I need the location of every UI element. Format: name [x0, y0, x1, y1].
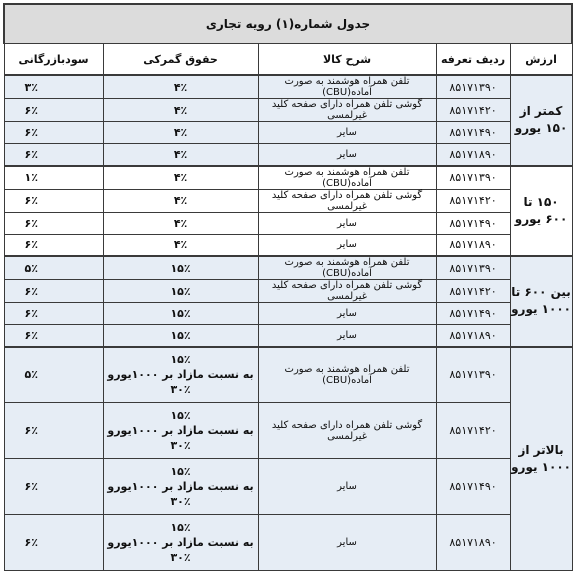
tariff-code: ۸۵۱۷۱۸۹۰ — [436, 325, 510, 347]
customs-duty: ۴٪ — [103, 75, 258, 99]
duty-base: ۱۵٪ — [170, 409, 191, 422]
item-description: سایر — [258, 515, 436, 571]
commercial-profit: ۶٪ — [4, 403, 103, 459]
commercial-profit: ۶٪ — [4, 303, 103, 325]
tariff-table-wrapper — [3, 3, 571, 571]
table-row — [4, 256, 572, 280]
table-row — [4, 459, 572, 515]
duty-excess: ۳۰٪ — [170, 383, 191, 397]
duty-condition: به نسبت مازاد بر ۱۰۰۰یورو — [107, 424, 254, 437]
value-range-cell: بین ۶۰۰ تا ۱۰۰۰ یورو — [510, 256, 572, 347]
commercial-profit: ۶٪ — [4, 144, 103, 166]
table-row — [4, 75, 572, 99]
table-row — [4, 212, 572, 234]
commercial-profit: ۶٪ — [4, 212, 103, 234]
commercial-profit: ۶٪ — [4, 234, 103, 256]
table-title: جدول شماره(۱) رویه تجاری — [4, 4, 572, 44]
commercial-profit: ۱٪ — [4, 166, 103, 190]
commercial-profit: ۶٪ — [4, 122, 103, 144]
item-description: سایر — [258, 234, 436, 256]
header-tariff: ردیف تعرفه — [436, 44, 510, 76]
value-range-cell: ۱۵۰ تا ۶۰۰ یورو — [510, 166, 572, 257]
item-description: تلفن همراه هوشمند به صورت آماده(CBU) — [258, 347, 436, 403]
customs-duty: ۴٪ — [103, 166, 258, 190]
table-row — [4, 347, 572, 403]
duty-condition: به نسبت مازاد بر ۱۰۰۰یورو — [107, 480, 254, 493]
customs-duty: ۴٪ — [103, 189, 258, 212]
customs-duty: ۱۵٪ — [103, 256, 258, 280]
duty-condition: به نسبت مازاد بر ۱۰۰۰یورو — [107, 536, 254, 549]
tariff-code: ۸۵۱۷۱۴۹۰ — [436, 212, 510, 234]
table-row — [4, 234, 572, 256]
customs-duty — [103, 459, 258, 515]
duty-base: ۱۵٪ — [170, 353, 191, 367]
customs-duty — [103, 347, 258, 403]
duty-base: ۱۵٪ — [170, 521, 191, 534]
tariff-code: ۸۵۱۷۱۴۲۰ — [436, 99, 510, 122]
value-range-cell: بالاتر از ۱۰۰۰ یورو — [510, 347, 572, 571]
customs-duty: ۴٪ — [103, 144, 258, 166]
tariff-code: ۸۵۱۷۱۸۹۰ — [436, 144, 510, 166]
item-description: گوشی تلفن همراه دارای صفحه کلید غیرلمسی — [258, 189, 436, 212]
customs-duty: ۴٪ — [103, 234, 258, 256]
commercial-profit: ۶٪ — [4, 189, 103, 212]
commercial-profit: ۶٪ — [4, 280, 103, 303]
tariff-code: ۸۵۱۷۱۸۹۰ — [436, 515, 510, 571]
item-description: تلفن همراه هوشمند به صورت آماده(CBU) — [258, 256, 436, 280]
header-customs-duty: حقوق گمرکی — [103, 44, 258, 76]
item-description: سایر — [258, 459, 436, 515]
item-description: گوشی تلفن همراه دارای صفحه کلید غیرلمسی — [258, 280, 436, 303]
table-row — [4, 515, 572, 571]
commercial-profit: ۶٪ — [4, 99, 103, 122]
item-description: سایر — [258, 212, 436, 234]
customs-duty: ۱۵٪ — [103, 280, 258, 303]
commercial-profit: ۵٪ — [4, 256, 103, 280]
header-value: ارزش — [510, 44, 572, 76]
customs-duty: ۴٪ — [103, 122, 258, 144]
table-row — [4, 99, 572, 122]
commercial-profit: ۶٪ — [4, 459, 103, 515]
table-row — [4, 280, 572, 303]
item-description: تلفن همراه هوشمند به صورت آماده(CBU) — [258, 75, 436, 99]
table-row — [4, 166, 572, 190]
tariff-code: ۸۵۱۷۱۴۲۰ — [436, 189, 510, 212]
tariff-table — [3, 3, 573, 571]
item-description: گوشی تلفن همراه دارای صفحه کلید غیرلمسی — [258, 403, 436, 459]
duty-excess: ۳۰٪ — [170, 439, 191, 452]
tariff-code: ۸۵۱۷۱۳۹۰ — [436, 166, 510, 190]
item-description: گوشی تلفن همراه دارای صفحه کلید غیرلمسی — [258, 99, 436, 122]
table-row — [4, 189, 572, 212]
tariff-code: ۸۵۱۷۱۸۹۰ — [436, 234, 510, 256]
commercial-profit: ۶٪ — [4, 515, 103, 571]
header-commercial-profit: سودبازرگانی — [4, 44, 103, 76]
value-range-cell: کمتر از ۱۵۰ یورو — [510, 75, 572, 166]
duty-condition: به نسبت مازاد بر ۱۰۰۰یورو — [107, 368, 254, 382]
table-row — [4, 325, 572, 347]
commercial-profit: ۶٪ — [4, 325, 103, 347]
tariff-code: ۸۵۱۷۱۴۹۰ — [436, 122, 510, 144]
commercial-profit: ۵٪ — [4, 347, 103, 403]
table-row — [4, 303, 572, 325]
tariff-code: ۸۵۱۷۱۴۲۰ — [436, 403, 510, 459]
item-description: سایر — [258, 325, 436, 347]
customs-duty: ۴٪ — [103, 99, 258, 122]
customs-duty: ۱۵٪ — [103, 325, 258, 347]
item-description: سایر — [258, 303, 436, 325]
item-description: سایر — [258, 144, 436, 166]
table-row — [4, 144, 572, 166]
duty-excess: ۳۰٪ — [170, 495, 191, 508]
tariff-code: ۸۵۱۷۱۴۹۰ — [436, 459, 510, 515]
customs-duty — [103, 515, 258, 571]
tariff-code: ۸۵۱۷۱۳۹۰ — [436, 75, 510, 99]
customs-duty — [103, 403, 258, 459]
header-description: شرح کالا — [258, 44, 436, 76]
tariff-code: ۸۵۱۷۱۴۲۰ — [436, 280, 510, 303]
tariff-code: ۸۵۱۷۱۳۹۰ — [436, 256, 510, 280]
table-row — [4, 403, 572, 459]
commercial-profit: ۳٪ — [4, 75, 103, 99]
table-row — [4, 122, 572, 144]
customs-duty: ۱۵٪ — [103, 303, 258, 325]
duty-base: ۱۵٪ — [170, 465, 191, 478]
duty-excess: ۳۰٪ — [170, 551, 191, 564]
item-description: تلفن همراه هوشمند به صورت آماده(CBU) — [258, 166, 436, 190]
customs-duty: ۴٪ — [103, 212, 258, 234]
tariff-code: ۸۵۱۷۱۴۹۰ — [436, 303, 510, 325]
item-description: سایر — [258, 122, 436, 144]
tariff-code: ۸۵۱۷۱۳۹۰ — [436, 347, 510, 403]
